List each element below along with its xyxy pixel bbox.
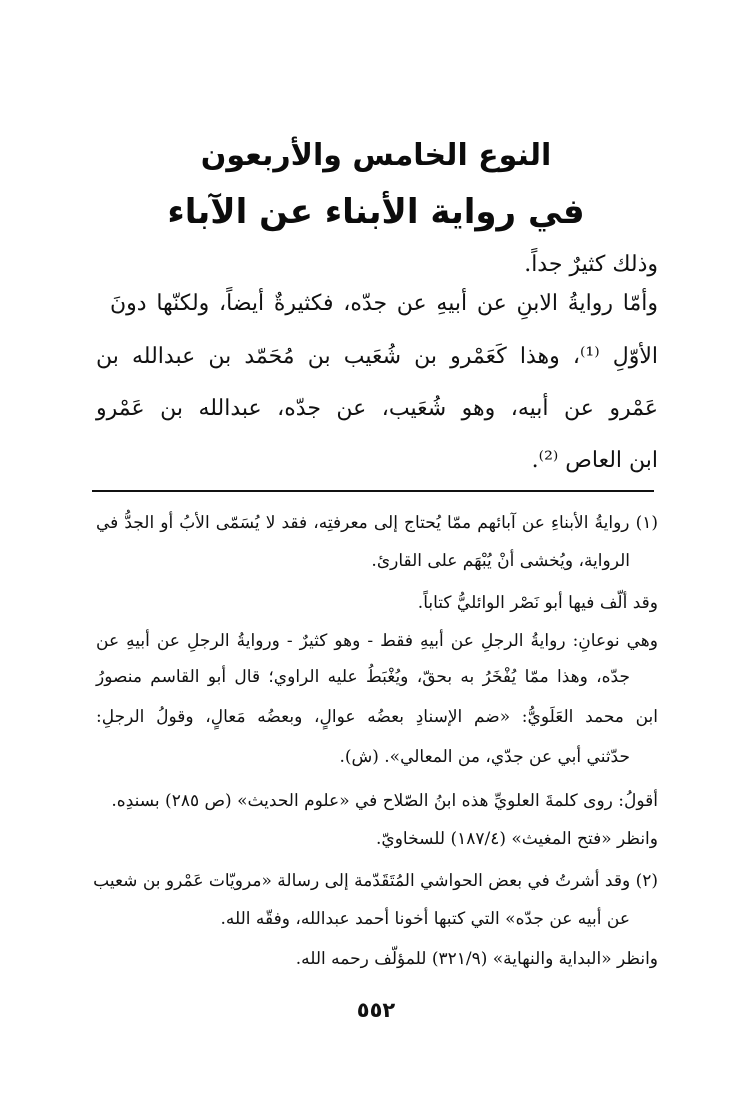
footnote-divider [92,490,654,492]
footnote-line-11: عن أبيه عن جدّه» التي كتبها أخونا أحمد عبدالله، وفقّه الله. [220,909,630,929]
footnote-line-8: أقولُ: روى كلمةَ العلويِّ هذه ابنُ الصّلاح في «علوم الحديث» (ص ٢٨٥) بسندِه. [111,791,658,811]
body-line-3: الأوّلِ ⁽¹⁾، وهذا كَعَمْرو بن شُعَيب بن مُحَمّد بن عبدالله بن [96,344,659,369]
body-line-4: عَمْرو عن أبيه، وهو شُعَيب، عن جدّه، عبدالله بن عَمْرو [96,396,658,421]
chapter-subtitle: في رواية الأبناء عن الآباء [167,192,585,232]
page-number: ٥٥٢ [356,998,396,1022]
footnote-line-4: وهي نوعانِ: روايةُ الرجلِ عن أبيهِ فقط - وهو كثيرٌ - وروايةُ الرجلِ عن أبيهِ عن [96,631,658,651]
footnote-line-2: الرواية، ويُخشى أنْ يُبْهَم على القارئ. [371,551,630,571]
footnote-line-9: وانظر «فتح المغيث» (١٨٧/٤) للسخاويّ. [376,829,658,849]
footnote-line-6: ابن محمد العَلَويُّ: «ضم الإسنادِ بعضُه عوالٍ، وبعضُه مَعالٍ، وقولُ الرجلِ: [96,707,658,727]
body-line-2: وأمّا روايةُ الابنِ عن أبيهِ عن جدّه، فكثيرةٌ أيضاً، ولكنّها دونَ [110,291,658,316]
chapter-title: النوع الخامس والأربعون [200,138,552,173]
footnote-line-5: جدّه، وهذا ممّا يُفْخَرُ به بحقّ، ويُغْبَطُ عليه الراوي؛ قال أبو القاسم منصورُ [96,667,630,687]
footnote-line-12: وانظر «البداية والنهاية» (٣٢١/٩) للمؤلّف رحمه الله. [295,949,658,969]
footnote-line-1: (١) روايةُ الأبناءِ عن آبائهم ممّا يُحتاج إلى معرفتِه، فقد لا يُسَمّى الأبُ أو الجدُّ في [96,513,658,533]
footnote-line-3: وقد ألّف فيها أبو نَصْر الوائليُّ كتاباً. [417,593,658,613]
body-line-1: وذلك كثيرٌ جداً. [524,252,658,277]
footnote-line-7: حدّثني أبي عن جدّي، من المعالي». (ش). [339,747,630,767]
body-line-5: ابن العاص ⁽²⁾. [531,448,658,473]
footnote-line-10: (٢) وقد أشرتُ في بعض الحواشي المُتَقَدّمة إلى رسالة «مرويّات عَمْرو بن شعيب [93,871,658,891]
